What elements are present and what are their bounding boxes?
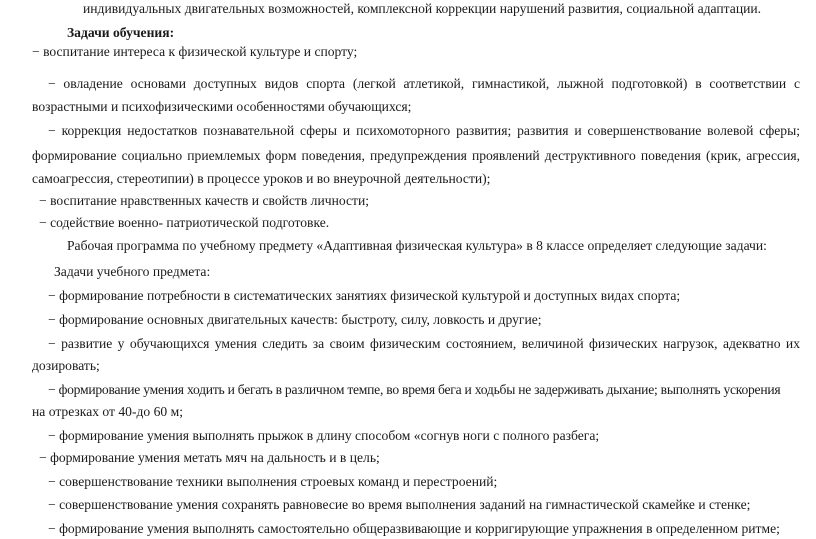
task-item-continuation (32, 147, 800, 165)
task-item-text: формирование социально приемлемых форм поведения, предупреждения проявлений деструктивного поведения (крик, агрессия, (32, 148, 800, 163)
task-item (48, 122, 800, 140)
subject-task-text: − развитие у обучающихся умения следить за своим физическим состоянием, величиной физических нагрузок, адекватно их (48, 336, 800, 351)
subject-task-item: − формирование умения метать мяч на дальность и в цель; (39, 450, 380, 465)
subject-task-item: − формирование умения ходить и бегать в различном темпе, во время бега и ходьбы не задерживать дыхание; выполнять ускорения (48, 382, 781, 397)
subject-task-item: − формирование потребности в систематических занятиях физической культурой и доступных видах спорта; (48, 288, 681, 303)
intro-line: индивидуальных двигательных возможностей, комплексной коррекции нарушений развития, социальной адаптации. (83, 1, 762, 16)
subject-task-item: − формирование основных двигательных качеств: быстроту, силу, ловкость и другие; (48, 312, 542, 327)
tasks-heading: Задачи обучения: (67, 25, 175, 40)
task-item (48, 75, 800, 93)
program-sentence: Рабочая программа по учебному предмету «Адаптивная физическая культура» в 8 классе определяет следующие задачи: (67, 238, 767, 253)
subject-task-item (48, 335, 800, 353)
subject-heading: Задачи учебного предмета: (54, 264, 211, 279)
task-item-continuation: самоагрессия, стереотипии) в процессе уроков и во внеурочной деятельности); (32, 171, 491, 186)
subject-task-item: − формирование умения выполнять прыжок в длину способом «согнув ноги с полного разбега; (48, 428, 600, 443)
subject-task-item: − совершенствование техники выполнения строевых команд и перестроений; (48, 474, 498, 489)
task-item-text: − овладение основами доступных видов спорта (легкой атлетикой, гимнастикой, лыжной подготовкой) в соответствии с (48, 76, 800, 91)
task-item: − воспитание нравственных качеств и свойств личности; (39, 193, 370, 208)
task-item: − воспитание интереса к физической культуре и спорту; (32, 44, 358, 59)
task-item-text: − коррекция недостатков познавательной сферы и психомоторного развития; развития и совершенствование волевой сферы; (48, 123, 800, 138)
subject-task-item: − формирование умения выполнять самостоятельно общеразвивающие и корригирующие упражнения в определенном ритме; (48, 521, 780, 536)
subject-task-continuation: на отрезках от 40-до 60 м; (32, 404, 183, 419)
subject-task-continuation: дозировать; (32, 358, 100, 373)
subject-task-item: − совершенствование умения сохранять равновесие во время выполнения заданий на гимнастической скамейке и стенке; (48, 497, 751, 512)
task-item-continuation: возрастными и психофизическими особенностями обучающихся; (32, 99, 412, 114)
task-item: − содействие военно- патриотической подготовке. (39, 215, 330, 230)
